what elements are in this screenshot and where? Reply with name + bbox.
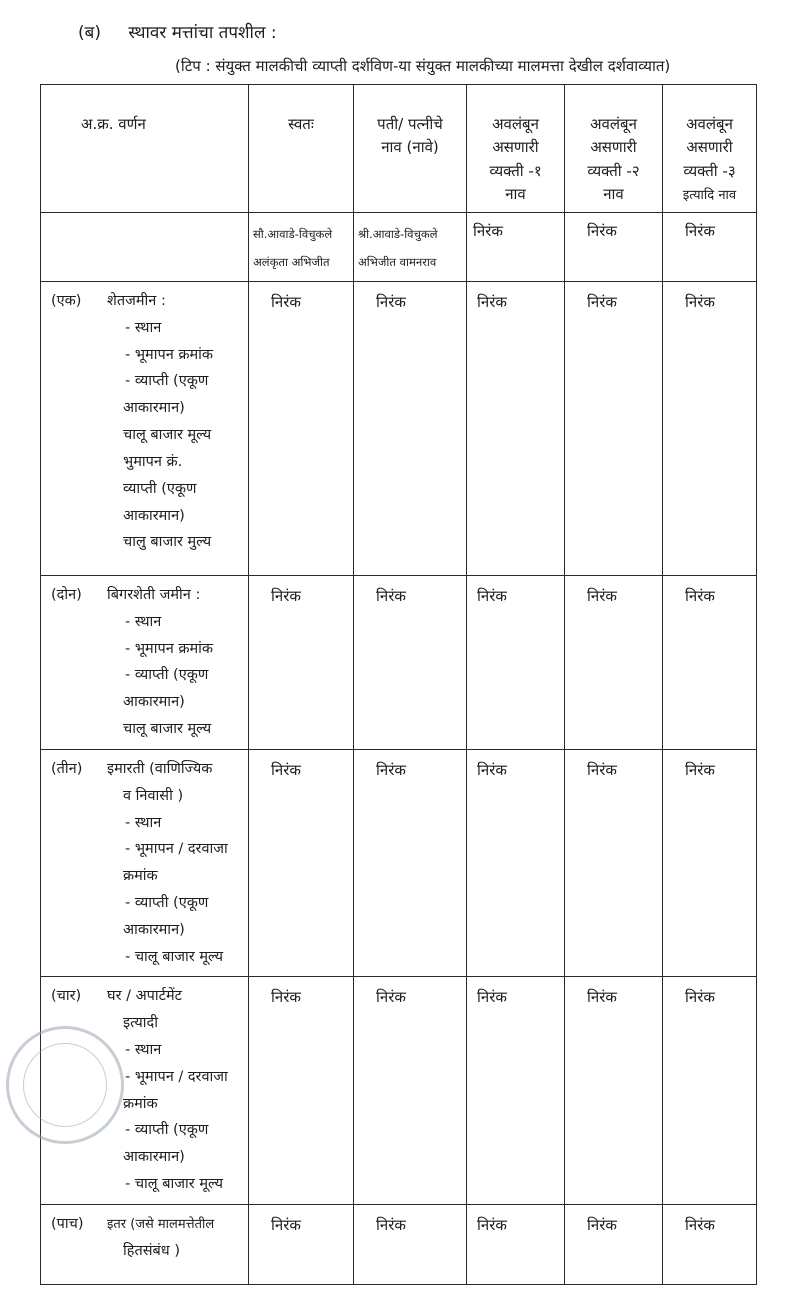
spouse-name-cell: श्री.आवाडे-विचुकले अभिजीत वामनराव <box>354 213 467 282</box>
table-row <box>41 1204 757 1284</box>
header-spouse: पती/ पत्नीचे नाव (नावे) <box>354 85 467 213</box>
value-cell: निरंक <box>565 749 663 977</box>
value-cell: निरंक <box>663 282 757 576</box>
value-cell: निरंक <box>663 749 757 977</box>
value-cell: निरंक <box>467 282 565 576</box>
value-cell: निरंक <box>249 749 354 977</box>
table-row <box>41 749 757 977</box>
value-cell: निरंक <box>467 977 565 1205</box>
row-description: (तीन) इमारती (वाणिज्यिक व निवासी ) - स्थान - भूमापन / दरवाजा क्रमांक - व्याप्ती (एकूण आकारमान) - चालू बाजार मूल्य <box>41 749 249 977</box>
header-dependent-3: अवलंबून असणारी व्यक्ती -३ इत्यादि नाव <box>663 85 757 213</box>
value-cell: निरंक <box>249 282 354 576</box>
value-cell: निरंक <box>249 1204 354 1284</box>
value-cell: निरंक <box>467 1204 565 1284</box>
row-description: (पाच) इतर (जसे मालमत्तेतील हितसंबंध ) <box>41 1204 249 1284</box>
table-row <box>41 576 757 750</box>
header-dependent-2: अवलंबून असणारी व्यक्ती -२ नाव <box>565 85 663 213</box>
row-description: (चार) घर / अपार्टमेंट इत्यादी - स्थान - भूमापन / दरवाजा क्रमांक - व्याप्ती (एकूण आकारमान) - चालू बाजार मूल्य <box>41 977 249 1205</box>
value-cell: निरंक <box>565 1204 663 1284</box>
header-row <box>41 85 757 213</box>
self-name-cell: सौ.आवाडे-विचुकले अलंकृता अभिजीत <box>249 213 354 282</box>
value-cell: निरंक <box>663 576 757 750</box>
value-cell: निरंक <box>565 282 663 576</box>
row-description: (दोन) बिगरशेती जमीन : - स्थान - भूमापन क्रमांक - व्याप्ती (एकूण आकारमान) चालू बाजार मूल्य <box>41 576 249 750</box>
section-heading <box>78 20 277 43</box>
notary-seal-stamp <box>6 1026 124 1144</box>
value-cell: निरंक <box>663 977 757 1205</box>
value-cell: निरंक <box>249 977 354 1205</box>
value-cell: निरंक <box>565 576 663 750</box>
table-row <box>41 977 757 1205</box>
names-row-label <box>41 213 249 282</box>
value-cell: निरंक <box>354 749 467 977</box>
dependent-1-name-cell: निरंक <box>467 213 565 282</box>
value-cell: निरंक <box>354 282 467 576</box>
header-description: अ.क्र. वर्णन <box>41 85 249 213</box>
section-label: (ब) <box>78 23 101 43</box>
value-cell: निरंक <box>467 749 565 977</box>
value-cell: निरंक <box>354 1204 467 1284</box>
value-cell: निरंक <box>467 576 565 750</box>
names-row <box>41 213 757 282</box>
row-description: (एक) शेतजमीन : - स्थान - भूमापन क्रमांक - व्याप्ती (एकूण आकारमान) चालू बाजार मूल्य भुमापन क्रं. व्याप्ती (एकूण आकारमान) चालु बाजार मुल्य <box>41 282 249 576</box>
value-cell: निरंक <box>663 1204 757 1284</box>
value-cell: निरंक <box>354 977 467 1205</box>
section-note: (टिप : संयुक्त मालकीची व्याप्ती दर्शविण-या संयुक्त मालकीच्या मालमत्ता देखील दर्शवाव्यात) <box>175 57 671 75</box>
header-dependent-1: अवलंबून असणारी व्यक्ती -१ नाव <box>467 85 565 213</box>
value-cell: निरंक <box>249 576 354 750</box>
value-cell: निरंक <box>354 576 467 750</box>
immovable-assets-table <box>40 84 757 1285</box>
table-row <box>41 282 757 576</box>
dependent-2-name-cell: निरंक <box>565 213 663 282</box>
header-self: स्वतः <box>249 85 354 213</box>
value-cell: निरंक <box>565 977 663 1205</box>
section-title: स्थावर मत्तांचा तपशील : <box>128 23 277 43</box>
dependent-3-name-cell: निरंक <box>663 213 757 282</box>
